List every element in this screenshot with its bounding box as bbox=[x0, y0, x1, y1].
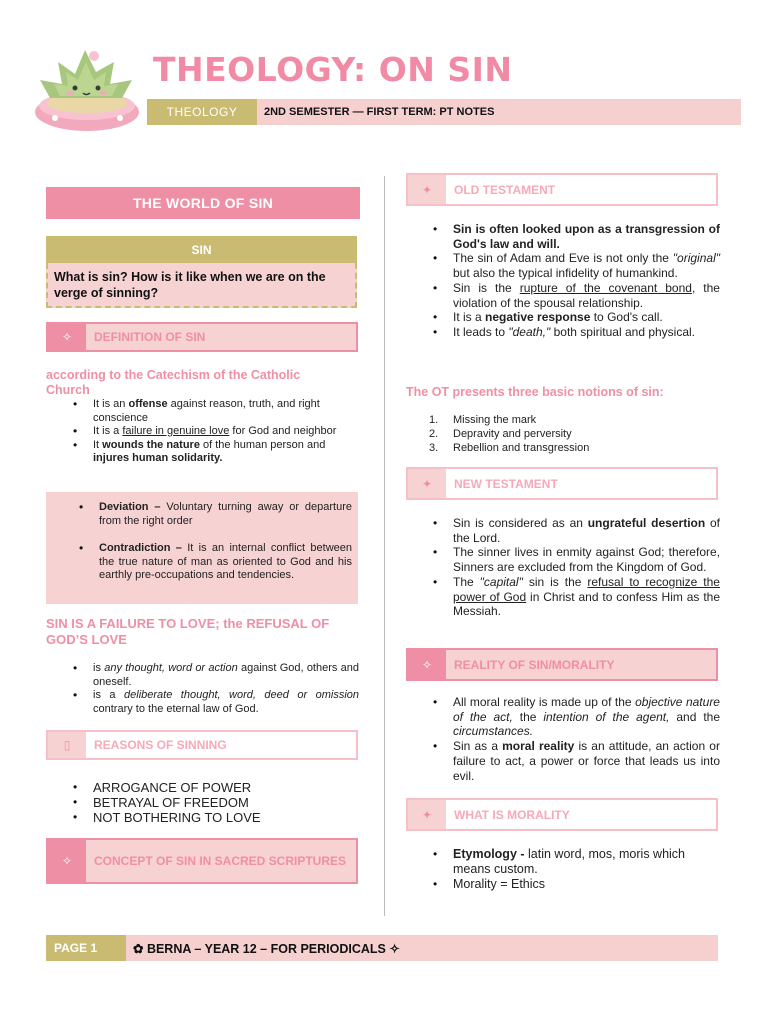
subtitle-bar bbox=[147, 99, 741, 125]
list-item: • Sin is considered as an ungrateful desertion of the Lord. bbox=[453, 516, 720, 545]
ot-notions-label: The OT presents three basic notions of sin: bbox=[406, 385, 664, 399]
old-testament-list bbox=[453, 222, 720, 340]
concept-label: CONCEPT OF SIN IN SACRED SCRIPTURES bbox=[94, 854, 347, 868]
catechism-label: according to the Catechism of the Catholic Church bbox=[46, 368, 301, 397]
bookmark-icon: ▯ bbox=[48, 732, 86, 758]
footer-text: ✿ BERNA – YEAR 12 – FOR PERIODICALS ✧ bbox=[133, 941, 400, 956]
failure-label: SIN IS A FAILURE TO LOVE; the REFUSAL OF GOD’S LOVE bbox=[46, 616, 330, 647]
list-item: • Etymology - latin word, mos, moris which means custom. bbox=[453, 847, 693, 877]
reasons-heading bbox=[46, 730, 358, 760]
reality-heading bbox=[406, 648, 718, 681]
definition-label: DEFINITION OF SIN bbox=[94, 330, 206, 344]
list-item: 2. Depravity and perversity bbox=[429, 428, 572, 440]
list-item: • Sin as a moral reality is an attitude, an action or failure to act, a power or force that leads us into evil. bbox=[453, 739, 720, 783]
world-of-sin-banner: THE WORLD OF SIN bbox=[46, 187, 360, 219]
subtitle-text: 2ND SEMESTER — FIRST TERM: PT NOTES bbox=[264, 106, 495, 118]
definition-heading bbox=[46, 322, 358, 352]
star-icon: ✦ bbox=[408, 469, 446, 498]
catechism-list bbox=[93, 398, 351, 466]
star-icon: ✦ bbox=[408, 800, 446, 829]
column-divider bbox=[384, 176, 385, 916]
list-item: • The "capital" sin is the refusal to recognize the power of God in Christ and to confess Him as the Messiah. bbox=[453, 575, 720, 619]
list-item: • All moral reality is made up of the objective nature of the act, the intention of the agent, and the circumstances. bbox=[453, 695, 720, 739]
sparkle-icon: ✧ bbox=[48, 324, 86, 350]
sparkle-icon: ✧ bbox=[408, 650, 446, 679]
subject-tag: THEOLOGY bbox=[147, 99, 257, 125]
list-item: • It is a negative response to God's call. bbox=[453, 310, 720, 325]
contradiction-list bbox=[99, 542, 352, 583]
list-item: • The sinner lives in enmity against God; therefore, Sinners are excluded from the Kingdom of God. bbox=[453, 545, 720, 574]
old-testament-heading bbox=[406, 173, 718, 206]
list-item: 1. Missing the mark bbox=[429, 414, 537, 426]
reasons-list bbox=[93, 780, 353, 825]
list-item: • Deviation – Voluntary turning away or departure from the right order bbox=[99, 501, 352, 528]
plant-mascot-icon bbox=[30, 40, 145, 135]
reasons-label: REASONS OF SINNING bbox=[94, 738, 227, 752]
list-item: • It wounds the nature of the human person and injures human solidarity. bbox=[93, 439, 351, 466]
list-item: • is a deliberate thought, word, deed or omission contrary to the eternal law of God. bbox=[93, 689, 359, 716]
sparkle-icon: ✧ bbox=[48, 840, 86, 882]
list-item: • is any thought, word or action against God, others and oneself. bbox=[93, 662, 359, 689]
morality-list bbox=[453, 847, 693, 892]
list-item: 3. Rebellion and transgression bbox=[429, 442, 590, 454]
morality-heading bbox=[406, 798, 718, 831]
reality-label: REALITY OF SIN/MORALITY bbox=[454, 657, 615, 672]
page-title: THEOLOGY: ON SIN bbox=[153, 50, 513, 89]
new-testament-list bbox=[453, 516, 720, 619]
list-item: • The sin of Adam and Eve is not only the "original" but also the typical infidelity of humankind. bbox=[453, 251, 720, 280]
deviation-list bbox=[99, 501, 352, 528]
new-testament-heading bbox=[406, 467, 718, 500]
list-item: • Sin is often looked upon as a transgression of God's law and will. bbox=[453, 222, 720, 251]
old-testament-label: OLD TESTAMENT bbox=[454, 182, 556, 197]
sin-question: What is sin? How is it like when we are on the verge of sinning? bbox=[46, 263, 357, 308]
concept-heading bbox=[46, 838, 358, 884]
list-item: • NOT BOTHERING TO LOVE bbox=[93, 810, 353, 825]
sin-heading: SIN bbox=[46, 236, 357, 263]
star-icon: ✦ bbox=[408, 175, 446, 204]
list-item: • ARROGANCE OF POWER bbox=[93, 780, 353, 795]
list-item: • Morality = Ethics bbox=[453, 877, 693, 892]
new-testament-label: NEW TESTAMENT bbox=[454, 476, 558, 491]
list-item: • Sin is the rupture of the covenant bond, the violation of the spousal relationship. bbox=[453, 281, 720, 310]
morality-label: WHAT IS MORALITY bbox=[454, 807, 570, 822]
page-number: PAGE 1 bbox=[46, 935, 126, 961]
list-item: • BETRAYAL OF FREEDOM bbox=[93, 795, 353, 810]
reality-list bbox=[453, 695, 720, 783]
failure-list bbox=[93, 662, 359, 716]
list-item: • Contradiction – It is an internal conflict between the true nature of man as oriented to God and his earthly pre-occupations and tendencies. bbox=[99, 542, 352, 583]
ot-notions-list bbox=[429, 413, 713, 455]
list-item: • It is a failure in genuine love for God and neighbor bbox=[93, 425, 351, 439]
page-footer bbox=[46, 935, 718, 961]
list-item: • It leads to "death," both spiritual and physical. bbox=[453, 325, 720, 340]
list-item: • It is an offense against reason, truth, and right conscience bbox=[93, 398, 351, 425]
